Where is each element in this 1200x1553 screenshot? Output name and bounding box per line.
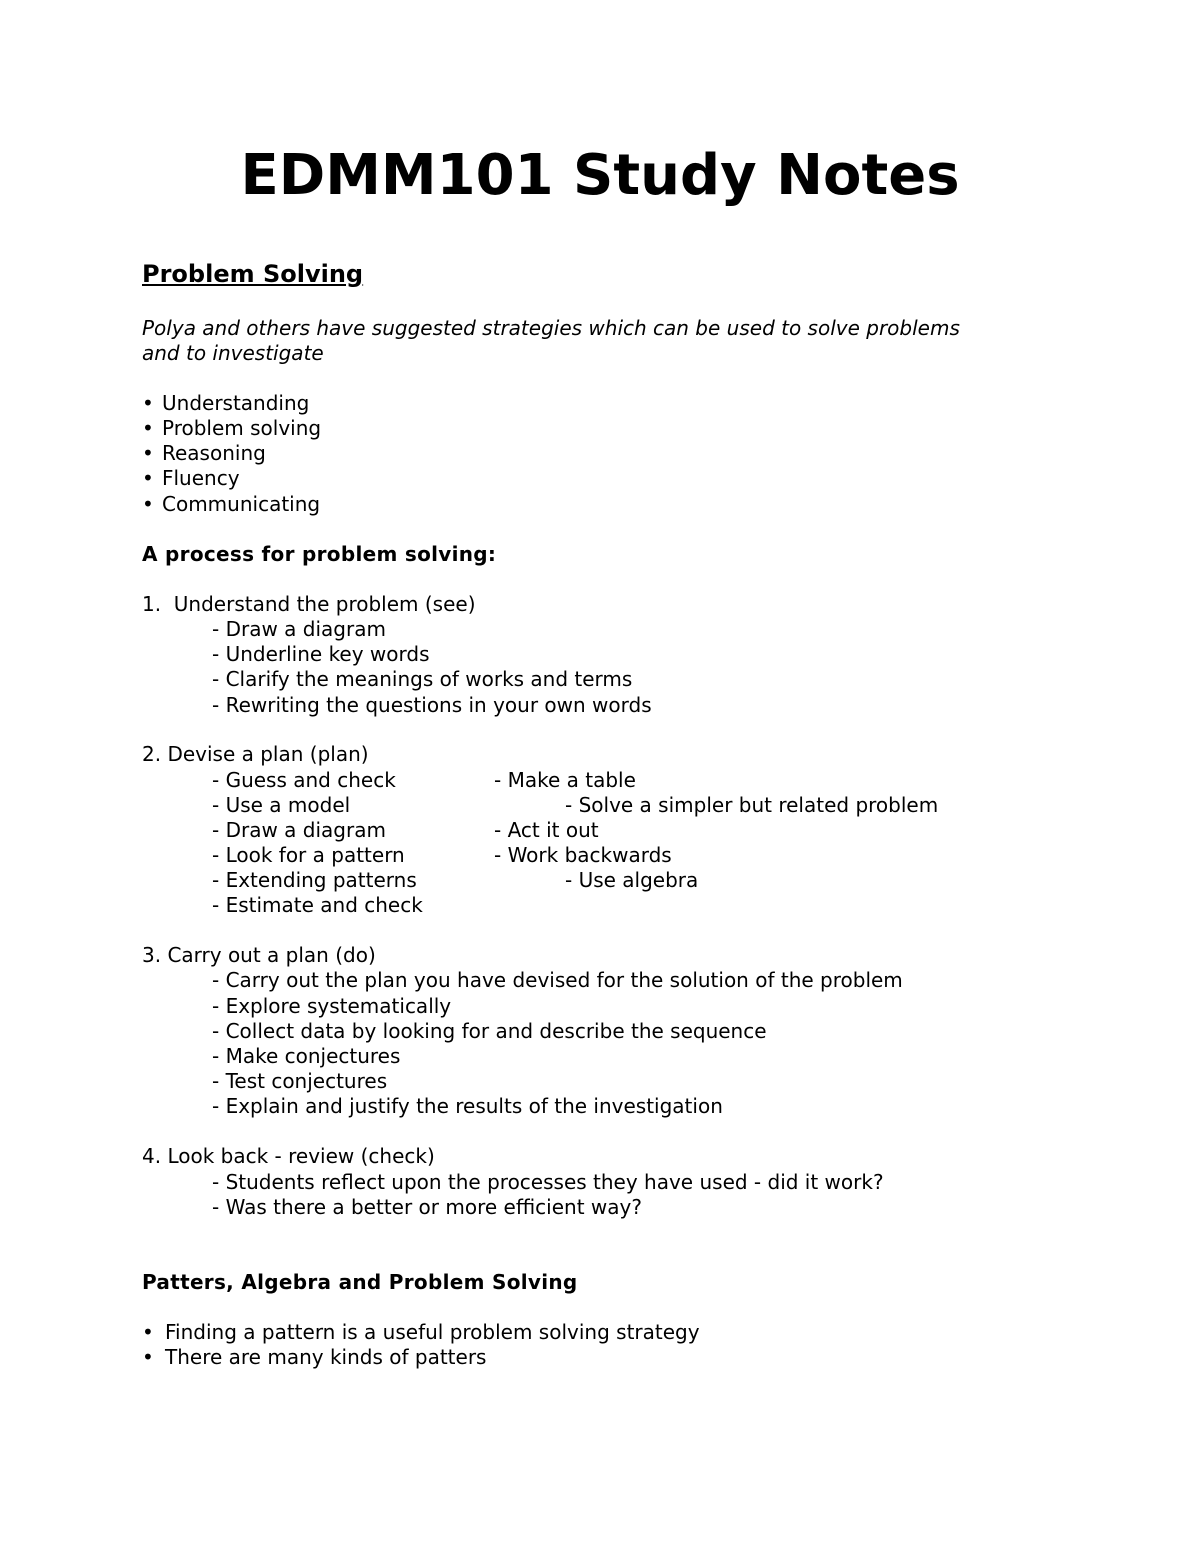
step-2-item-left: - Extending patterns — [212, 868, 417, 892]
bullet-icon: • — [142, 441, 154, 465]
step-4-item: - Was there a better or more efficient way? — [212, 1195, 642, 1219]
bullet-icon: • — [142, 466, 154, 490]
step-2-item-left: - Look for a pattern — [212, 843, 405, 867]
bullet-icon: • — [142, 1345, 154, 1369]
step-4-label: 4. Look back - review (check) — [142, 1144, 435, 1168]
step-4-item: - Students reflect upon the processes they have used - did it work? — [212, 1170, 884, 1194]
step-2-label: 2. Devise a plan (plan) — [142, 742, 369, 766]
list-item-text: There are many kinds of patters — [165, 1345, 487, 1369]
bullet-icon: • — [142, 492, 154, 516]
list-item-text: Problem solving — [162, 416, 322, 440]
list-item-text: Understanding — [162, 391, 310, 415]
step-2-item-right: - Work backwards — [494, 843, 672, 867]
intro-text-line-1: Polya and others have suggested strategies which can be used to solve problems — [142, 316, 960, 340]
step-3-item: - Make conjectures — [212, 1044, 401, 1068]
step-1-item: - Clarify the meanings of works and terms — [212, 667, 633, 691]
list-item — [142, 1344, 486, 1370]
section-heading-problem-solving: Problem Solving — [142, 260, 364, 288]
step-1-item: - Draw a diagram — [212, 617, 386, 641]
list-item-text: Reasoning — [162, 441, 266, 465]
step-2-item-right: - Make a table — [494, 768, 636, 792]
list-item — [142, 390, 309, 416]
intro-text-line-2: and to investigate — [142, 341, 324, 365]
step-2-item-left: - Estimate and check — [212, 893, 423, 917]
list-item — [142, 1319, 700, 1345]
bullet-icon: • — [142, 391, 154, 415]
step-2-item-left: - Draw a diagram — [212, 818, 386, 842]
step-2-item-left: - Use a model — [212, 793, 351, 817]
step-1-item: - Rewriting the questions in your own words — [212, 693, 652, 717]
step-2-item-right: - Use algebra — [565, 868, 699, 892]
section-heading-patterns: Patters, Algebra and Problem Solving — [142, 1270, 578, 1294]
list-item — [142, 465, 240, 491]
bullet-icon: • — [142, 1320, 154, 1344]
list-item — [142, 440, 266, 466]
step-1-item: - Underline key words — [212, 642, 430, 666]
step-3-item: - Carry out the plan you have devised for the solution of the problem — [212, 968, 903, 992]
process-heading: A process for problem solving: — [142, 542, 497, 566]
step-2-item-right: - Solve a simpler but related problem — [565, 793, 939, 817]
list-item-text: Finding a pattern is a useful problem solving strategy — [165, 1320, 700, 1344]
step-3-item: - Collect data by looking for and describe the sequence — [212, 1019, 767, 1043]
list-item-text: Communicating — [162, 492, 321, 516]
step-3-item: - Explain and justify the results of the investigation — [212, 1094, 723, 1118]
list-item-text: Fluency — [162, 466, 240, 490]
step-3-item: - Explore systematically — [212, 994, 452, 1018]
bullet-icon: • — [142, 416, 154, 440]
list-item — [142, 415, 321, 441]
step-3-label: 3. Carry out a plan (do) — [142, 943, 376, 967]
step-1-label: 1. Understand the problem (see) — [142, 592, 476, 616]
step-2-item-left: - Guess and check — [212, 768, 396, 792]
document-title: EDMM101 Study Notes — [240, 143, 960, 208]
list-item — [142, 491, 320, 517]
step-3-item: - Test conjectures — [212, 1069, 388, 1093]
step-2-item-right: - Act it out — [494, 818, 599, 842]
